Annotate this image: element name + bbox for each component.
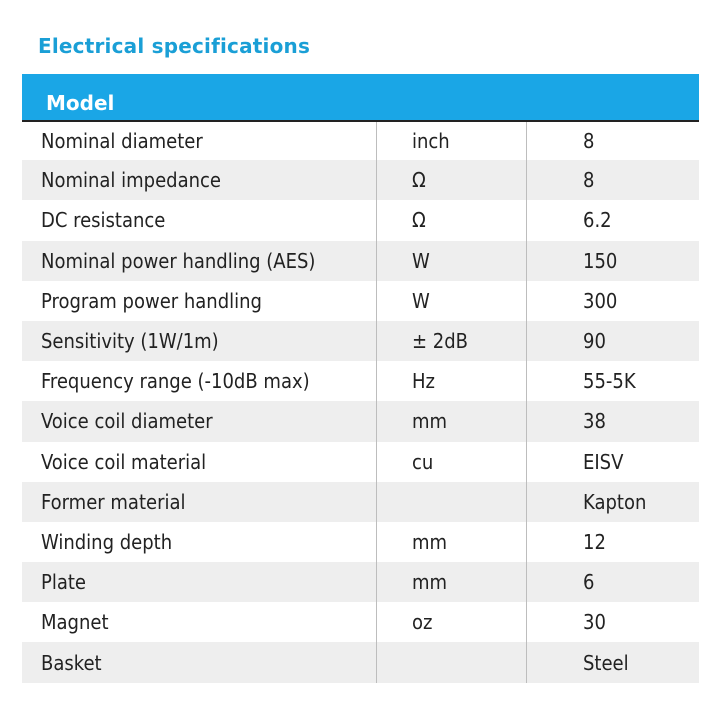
- row-label: Voice coil diameter: [41, 409, 213, 434]
- header-model-label: Model: [46, 91, 115, 115]
- row-label: DC resistance: [41, 208, 166, 233]
- row-value: 8: [526, 122, 699, 160]
- table-row: [22, 241, 699, 281]
- table-row: [22, 200, 699, 240]
- row-unit: mm: [376, 401, 526, 441]
- row-label: Magnet: [41, 610, 109, 635]
- row-unit: W: [376, 241, 526, 281]
- row-value: 150: [526, 241, 699, 281]
- row-unit: Ω: [376, 160, 526, 200]
- row-unit: ± 2dB: [376, 321, 526, 361]
- table-row: [22, 642, 699, 682]
- table-row: [22, 442, 699, 482]
- row-label: Former material: [41, 489, 186, 514]
- row-value: 6: [526, 562, 699, 602]
- row-value: 38: [526, 401, 699, 441]
- table-row: [22, 321, 699, 361]
- row-value: Steel: [526, 642, 699, 682]
- row-unit: cu: [376, 442, 526, 482]
- row-label: Voice coil material: [41, 449, 207, 474]
- table-row: [22, 562, 699, 602]
- row-value: 30: [526, 602, 699, 642]
- row-unit: oz: [376, 602, 526, 642]
- row-unit: Ω: [376, 200, 526, 240]
- table-row: [22, 522, 699, 562]
- table-row: [22, 602, 699, 642]
- row-label: Sensitivity (1W/1m): [41, 329, 219, 354]
- table-row: [22, 120, 699, 160]
- row-label: Nominal impedance: [41, 168, 221, 193]
- row-unit: [376, 482, 526, 522]
- row-value: 6.2: [526, 200, 699, 240]
- row-label: Nominal power handling (AES): [41, 248, 316, 273]
- row-label: Plate: [41, 570, 86, 595]
- row-value: 90: [526, 321, 699, 361]
- row-label: Winding depth: [41, 529, 173, 554]
- row-unit: mm: [376, 522, 526, 562]
- table-row: [22, 361, 699, 401]
- row-value: 12: [526, 522, 699, 562]
- row-unit: [376, 642, 526, 682]
- row-unit: Hz: [376, 361, 526, 401]
- section-title: Electrical specifications: [38, 34, 311, 58]
- table-body: [22, 120, 699, 683]
- row-value: 300: [526, 281, 699, 321]
- row-label: Nominal diameter: [41, 129, 203, 154]
- row-label: Program power handling: [41, 288, 262, 313]
- row-label: Basket: [41, 650, 102, 675]
- row-value: EISV: [526, 442, 699, 482]
- table-row: [22, 482, 699, 522]
- row-unit: W: [376, 281, 526, 321]
- row-value: 55-5K: [526, 361, 699, 401]
- row-unit: inch: [376, 122, 526, 160]
- row-unit: mm: [376, 562, 526, 602]
- table-row: [22, 281, 699, 321]
- table-row: [22, 401, 699, 441]
- spec-table: [22, 74, 699, 683]
- table-row: [22, 160, 699, 200]
- row-value: Kapton: [526, 482, 699, 522]
- row-label: Frequency range (-10dB max): [41, 369, 310, 394]
- row-value: 8: [526, 160, 699, 200]
- table-header: [22, 74, 699, 120]
